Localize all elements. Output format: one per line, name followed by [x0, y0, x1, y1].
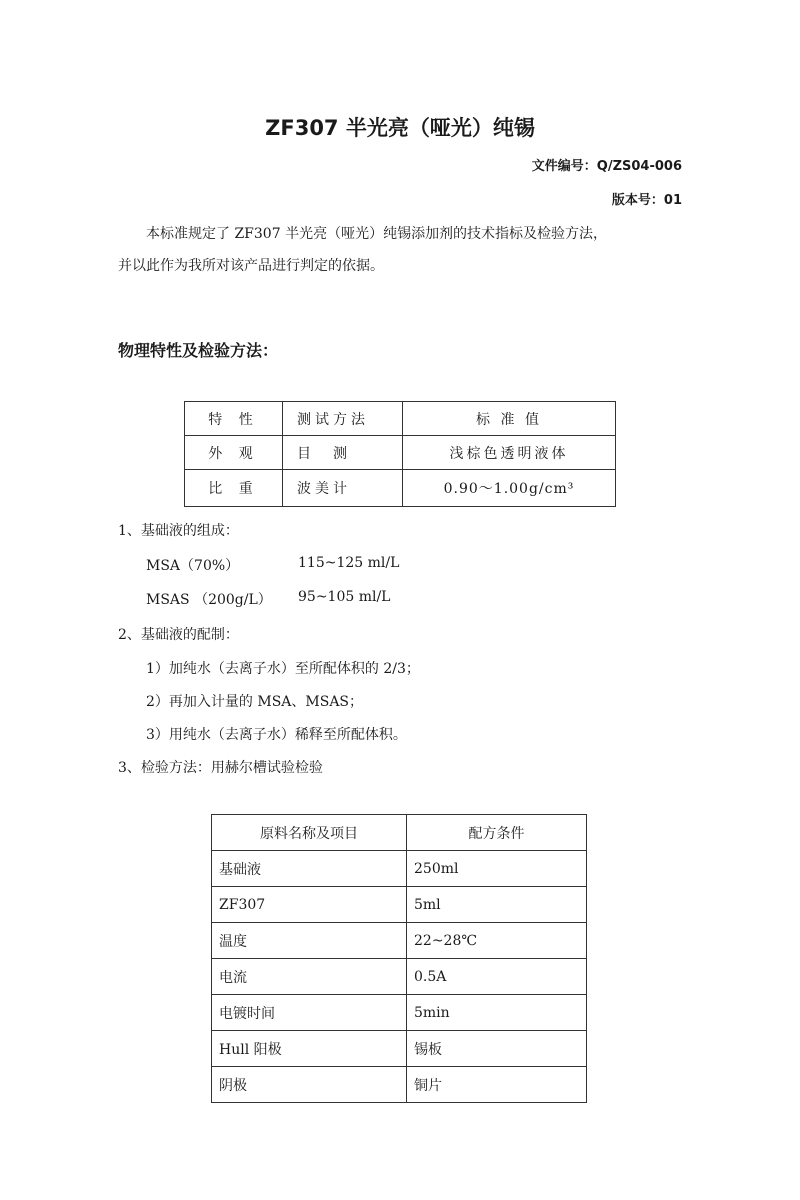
table-row: [185, 470, 616, 507]
table-row: [212, 1031, 587, 1067]
step-1: 1）加纯水（去离子水）至所配体积的 2/3；: [146, 661, 420, 677]
item-3-heading: 3、检验方法：用赫尔槽试验检验: [118, 760, 323, 776]
cell-material: 温度: [212, 923, 407, 959]
cell-method: 波美计: [283, 470, 403, 507]
cell-material: 电镀时间: [212, 995, 407, 1031]
table-row: [212, 1067, 587, 1103]
file-number: 文件编号：Q/ZS04-006: [531, 159, 682, 174]
table-row: [185, 436, 616, 470]
table-row: [212, 959, 587, 995]
cell-condition: 锡板: [407, 1031, 587, 1067]
cell-standard: 0.90～1.00g/cm³: [403, 470, 616, 507]
intro-paragraph: [118, 218, 684, 282]
table-row: [212, 851, 587, 887]
cell-condition: 0.5A: [407, 959, 587, 995]
intro-line-2: 并以此作为我所对该产品进行判定的依据。: [118, 258, 384, 274]
cell-property: 外 观: [185, 436, 283, 470]
header-condition: 配方条件: [407, 815, 587, 851]
table-row: [212, 995, 587, 1031]
cell-material: 电流: [212, 959, 407, 995]
cell-condition: 5ml: [407, 887, 587, 923]
table-header-row: [185, 402, 616, 436]
cell-material: 基础液: [212, 851, 407, 887]
table-row: [212, 887, 587, 923]
step-3: 3）用纯水（去离子水）稀释至所配体积。: [146, 727, 407, 743]
item-2-heading: 2、基础液的配制：: [118, 627, 239, 643]
physical-properties-table: [184, 401, 616, 507]
cell-method: 目 测: [283, 436, 403, 470]
msa-value: 115~125 ml/L: [298, 555, 400, 571]
cell-condition: 22~28℃: [407, 923, 587, 959]
cell-condition: 铜片: [407, 1067, 587, 1103]
cell-standard: 浅棕色透明液体: [403, 436, 616, 470]
header-standard: 标 准 值: [403, 402, 616, 436]
document-title: ZF307 半光亮（哑光）纯锡: [265, 116, 535, 140]
header-method: 测试方法: [283, 402, 403, 436]
step-2: 2）再加入计量的 MSA、MSAS；: [146, 694, 364, 710]
cell-material: 阴极: [212, 1067, 407, 1103]
version-number: 版本号：01: [611, 193, 682, 208]
recipe-table: [211, 814, 587, 1103]
cell-condition: 5min: [407, 995, 587, 1031]
item-1-heading: 1、基础液的组成：: [118, 523, 239, 539]
cell-material: Hull 阳极: [212, 1031, 407, 1067]
msas-name: MSAS （200g/L）: [146, 592, 272, 608]
section-title-physical: 物理特性及检验方法：: [118, 341, 279, 360]
intro-line-1: 本标准规定了 ZF307 半光亮（哑光）纯锡添加剂的技术指标及检验方法，: [146, 226, 608, 242]
table-header-row: [212, 815, 587, 851]
cell-property: 比 重: [185, 470, 283, 507]
msas-value: 95~105 ml/L: [298, 589, 391, 605]
header-property: 特 性: [185, 402, 283, 436]
msa-name: MSA（70%）: [146, 558, 240, 574]
table-row: [212, 923, 587, 959]
cell-material: ZF307: [212, 887, 407, 923]
header-material: 原料名称及项目: [212, 815, 407, 851]
cell-condition: 250ml: [407, 851, 587, 887]
